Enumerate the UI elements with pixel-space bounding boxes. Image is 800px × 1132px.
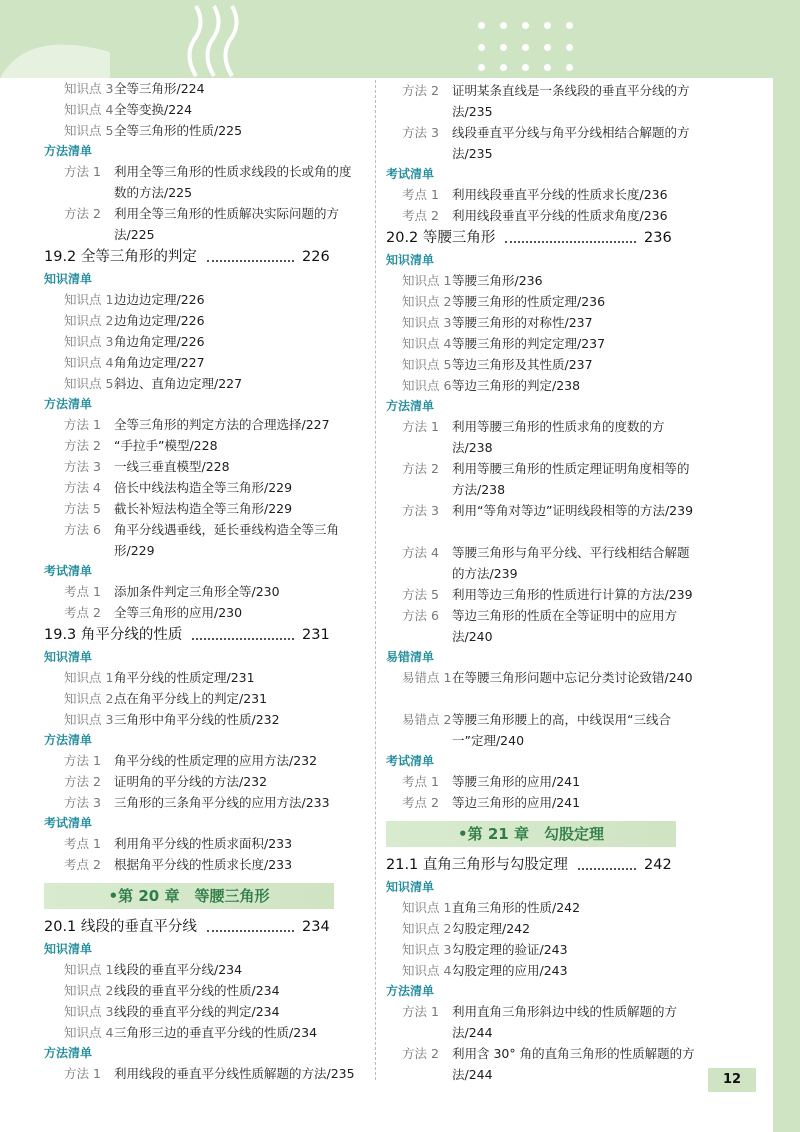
entry-label: 考点 2	[64, 857, 101, 872]
entry-text: 角角边定理/227	[114, 355, 205, 370]
entry-label: 方法 1	[64, 753, 101, 768]
entry-text: 三角形中角平分线的性质/232	[114, 712, 280, 727]
entry-text: 利用全等三角形的性质求线段的长或角的度数的方法/225	[114, 164, 352, 200]
entry-label: 方法 2	[402, 1046, 439, 1061]
entry-label: 知识点 1	[64, 670, 114, 685]
toc-entry[interactable]	[44, 792, 389, 813]
toc-entry[interactable]	[44, 120, 389, 141]
chapter-banner[interactable]	[44, 883, 334, 909]
entry-text: 利用线段的垂直平分线性质解题的方法/235	[114, 1066, 355, 1081]
entry-text: 利用线段垂直平分线的性质求角度/236	[452, 208, 668, 223]
toc-entry[interactable]	[44, 456, 389, 477]
header-decoration	[0, 0, 800, 78]
toc-category: 考试清单	[386, 167, 435, 181]
toc-entry[interactable]	[386, 939, 731, 960]
entry-label: 知识点 3	[64, 334, 114, 349]
entry-text: 等腰三角形/236	[452, 273, 543, 288]
toc-entry[interactable]	[44, 688, 389, 709]
toc-category: 方法清单	[44, 397, 93, 411]
entry-text: 截长补短法构造全等三角形/229	[114, 501, 293, 516]
entry-text: 全等三角形的性质/225	[114, 123, 243, 138]
entry-text: 点在角平分线上的判定/231	[114, 691, 268, 706]
entry-text: 角平分线的性质定理的应用方法/232	[114, 753, 318, 768]
entry-label: 知识点 2	[402, 294, 452, 309]
right-margin-strip	[773, 0, 800, 1132]
entry-text: 等腰三角形腰上的高，中线误用“三线合一”定理/240	[452, 712, 671, 748]
toc-entry[interactable]	[44, 833, 389, 854]
entry-text: 三角形三边的垂直平分线的性质/234	[114, 1025, 318, 1040]
toc-entry[interactable]	[386, 584, 731, 605]
dot	[522, 44, 529, 51]
chapter-title: 第 20 章 等腰三角形	[118, 887, 270, 905]
header-band	[0, 0, 800, 78]
toc-entry[interactable]	[386, 80, 731, 122]
toc-entry[interactable]	[44, 331, 389, 352]
entry-label: 方法 2	[402, 83, 439, 98]
entry-text: 全等三角形/224	[114, 81, 205, 96]
entry-text: 勾股定理的验证/243	[452, 942, 568, 957]
entry-label: 考点 1	[64, 836, 101, 851]
entry-label: 知识点 1	[64, 292, 114, 307]
toc-section-heading[interactable]	[386, 226, 731, 250]
entry-text: 证明某条直线是一条线段的垂直平分线的方法/235	[452, 83, 690, 119]
toc-entry[interactable]	[44, 519, 389, 561]
toc-category: 知识清单	[44, 942, 93, 956]
toc-entry[interactable]	[386, 897, 731, 918]
entry-text: 等腰三角形的性质定理/236	[452, 294, 606, 309]
toc-entry[interactable]	[386, 542, 731, 584]
entry-label: 知识点 2	[64, 983, 114, 998]
toc-entry[interactable]	[386, 771, 731, 792]
entry-text: 根据角平分线的性质求长度/233	[114, 857, 293, 872]
dot	[544, 64, 551, 71]
entry-label: 知识点 4	[64, 102, 114, 117]
entry-text: 边角边定理/226	[114, 313, 205, 328]
toc-entry[interactable]	[386, 270, 731, 291]
entry-text: 勾股定理的应用/243	[452, 963, 568, 978]
entry-label: 考点 1	[402, 774, 439, 789]
entry-text: 等腰三角形与角平分线、平行线相结合解题的方法/239	[452, 545, 690, 581]
toc-entry[interactable]	[44, 581, 389, 602]
entry-label: 知识点 4	[402, 963, 452, 978]
toc-entry[interactable]	[44, 289, 389, 310]
entry-text: 利用直角三角形斜边中线的性质解题的方法/244	[452, 1004, 678, 1040]
entry-text: 利用“等角对等边”证明线段相等的方法/239	[452, 503, 694, 518]
bullet-icon: •	[458, 825, 468, 843]
dot	[522, 22, 529, 29]
section-page: 231	[302, 627, 330, 643]
entry-text: 线段的垂直平分线的性质/234	[114, 983, 280, 998]
entry-label: 知识点 2	[64, 691, 114, 706]
entry-label: 知识点 5	[402, 357, 452, 372]
entry-text: 线段的垂直平分线/234	[114, 962, 243, 977]
toc-entry[interactable]	[386, 918, 731, 939]
entry-text: 直角三角形的性质/242	[452, 900, 581, 915]
dot	[478, 22, 485, 29]
entry-label: 方法 2	[64, 774, 101, 789]
toc-section-heading[interactable]	[386, 853, 731, 877]
toc-entry[interactable]	[44, 1001, 389, 1022]
dot-leader	[192, 638, 294, 640]
entry-label: 考点 2	[402, 795, 439, 810]
dot-leader	[578, 868, 636, 870]
entry-label: 方法 6	[64, 522, 101, 537]
toc-entry[interactable]	[386, 333, 731, 354]
entry-label: 考点 2	[402, 208, 439, 223]
entry-text: 角平分线遇垂线，延长垂线构造全等三角形/229	[114, 522, 340, 558]
entry-text: 斜边、直角边定理/227	[114, 376, 243, 391]
entry-label: 方法 5	[402, 587, 439, 602]
entry-text: 在等腰三角形问题中忘记分类讨论致错/240	[452, 670, 693, 685]
toc-entry[interactable]	[44, 602, 389, 623]
entry-text: 利用线段垂直平分线的性质求长度/236	[452, 187, 668, 202]
toc-category: 方法清单	[44, 144, 93, 158]
dot	[544, 22, 551, 29]
entry-text: 等腰三角形的应用/241	[452, 774, 581, 789]
toc-entry[interactable]	[44, 310, 389, 331]
toc-entry[interactable]	[44, 373, 389, 394]
dot	[522, 64, 529, 71]
entry-label: 知识点 6	[402, 378, 452, 393]
toc-entry[interactable]	[44, 352, 389, 373]
entry-label: 知识点 3	[64, 1004, 114, 1019]
entry-label: 方法 3	[402, 125, 439, 140]
chapter-title: 第 21 章 勾股定理	[467, 825, 604, 843]
toc-right-column	[386, 80, 731, 1085]
entry-label: 知识点 4	[64, 355, 114, 370]
entry-text: 边边边定理/226	[114, 292, 205, 307]
dot-pattern	[478, 16, 578, 72]
entry-label: 知识点 1	[64, 962, 114, 977]
entry-text: 等边三角形的性质在全等证明中的应用方法/240	[452, 608, 678, 644]
toc-entry[interactable]	[386, 205, 731, 226]
entry-label: 方法 6	[402, 608, 439, 623]
entry-label: 知识点 5	[64, 376, 114, 391]
entry-label: 易错点 1	[402, 670, 452, 685]
entry-label: 易错点 2	[402, 712, 452, 727]
entry-text: 角边角定理/226	[114, 334, 205, 349]
toc-section-heading[interactable]	[44, 623, 389, 647]
toc-entry[interactable]	[386, 375, 731, 396]
entry-label: 知识点 5	[64, 123, 114, 138]
toc-entry[interactable]	[44, 498, 389, 519]
entry-text: 三角形的三条角平分线的应用方法/233	[114, 795, 330, 810]
entry-text: 利用等边三角形的性质进行计算的方法/239	[452, 587, 693, 602]
toc-entry[interactable]	[44, 771, 389, 792]
toc-entry[interactable]	[386, 354, 731, 375]
toc-entry[interactable]	[386, 1043, 731, 1085]
toc-left-column	[44, 78, 389, 1084]
toc-category: 知识清单	[386, 253, 435, 267]
section-title: 20.2 等腰三角形	[386, 230, 496, 246]
entry-text: 全等三角形的判定方法的合理选择/227	[114, 417, 330, 432]
entry-text: 等腰三角形的判定定理/237	[452, 336, 606, 351]
toc-entry[interactable]	[44, 435, 389, 456]
toc-entry[interactable]	[386, 312, 731, 333]
entry-text: 利用等腰三角形的性质求角的度数的方法/238	[452, 419, 665, 455]
section-title: 20.1 线段的垂直平分线	[44, 919, 197, 935]
entry-label: 方法 1	[64, 164, 101, 179]
toc-entry[interactable]	[44, 414, 389, 435]
page-number: 12	[708, 1068, 756, 1092]
section-page: 236	[644, 230, 672, 246]
bullet-icon: •	[108, 887, 119, 905]
entry-label: 考点 1	[402, 187, 439, 202]
section-title: 19.2 全等三角形的判定	[44, 249, 197, 265]
entry-label: 方法 1	[64, 1066, 101, 1081]
section-page: 234	[302, 919, 330, 935]
entry-label: 知识点 3	[402, 942, 452, 957]
entry-label: 考点 1	[64, 584, 101, 599]
toc-entry[interactable]	[44, 854, 389, 875]
entry-label: 方法 2	[402, 461, 439, 476]
toc-category: 知识清单	[44, 272, 93, 286]
dot-leader	[505, 241, 636, 243]
entry-label: 方法 3	[64, 459, 101, 474]
entry-label: 考点 2	[64, 605, 101, 620]
toc-entry[interactable]	[386, 605, 731, 647]
entry-text: 一线三垂直模型/228	[114, 459, 230, 474]
toc-entry[interactable]	[44, 78, 389, 99]
toc-entry[interactable]	[386, 1001, 731, 1043]
dot-leader	[207, 930, 294, 932]
toc-category: 方法清单	[44, 1046, 93, 1060]
dot	[566, 22, 573, 29]
toc-entry[interactable]	[44, 1063, 389, 1084]
dot	[478, 44, 485, 51]
entry-label: 知识点 4	[64, 1025, 114, 1040]
entry-label: 知识点 3	[64, 712, 114, 727]
entry-label: 方法 4	[402, 545, 439, 560]
entry-text: 利用含 30° 角的直角三角形的性质解题的方法/244	[452, 1046, 695, 1082]
entry-label: 知识点 1	[402, 273, 452, 288]
entry-label: 方法 1	[402, 419, 439, 434]
entry-text: 利用等腰三角形的性质定理证明角度相等的方法/238	[452, 461, 690, 497]
toc-category: 知识清单	[386, 880, 435, 894]
toc-category: 知识清单	[44, 650, 93, 664]
toc-entry[interactable]	[386, 792, 731, 813]
entry-text: 勾股定理/242	[452, 921, 531, 936]
toc-section-heading[interactable]	[44, 245, 389, 269]
toc-entry[interactable]	[44, 99, 389, 120]
toc-category: 易错清单	[386, 650, 435, 664]
toc-entry[interactable]	[386, 416, 731, 458]
section-page: 226	[302, 249, 330, 265]
entry-text: 全等变换/224	[114, 102, 193, 117]
entry-label: 方法 3	[64, 795, 101, 810]
entry-text: 线段垂直平分线与角平分线相结合解题的方法/235	[452, 125, 690, 161]
toc-category: 方法清单	[44, 733, 93, 747]
toc-entry[interactable]	[386, 291, 731, 312]
entry-text: 角平分线的性质定理/231	[114, 670, 255, 685]
entry-text: 等腰三角形的对称性/237	[452, 315, 593, 330]
entry-text: 利用角平分线的性质求面积/233	[114, 836, 293, 851]
entry-text: 倍长中线法构造全等三角形/229	[114, 480, 293, 495]
dot	[500, 64, 507, 71]
toc-entry[interactable]	[386, 709, 731, 751]
dot	[544, 44, 551, 51]
toc-entry[interactable]	[386, 960, 731, 981]
entry-label: 方法 5	[64, 501, 101, 516]
entry-text: 等边三角形及其性质/237	[452, 357, 593, 372]
dot	[500, 22, 507, 29]
chapter-banner[interactable]	[386, 821, 676, 847]
entry-label: 知识点 1	[402, 900, 452, 915]
entry-label: 知识点 4	[402, 336, 452, 351]
entry-label: 方法 2	[64, 206, 101, 221]
entry-label: 方法 3	[402, 503, 439, 518]
dot	[478, 64, 485, 71]
toc-category: 考试清单	[44, 816, 93, 830]
toc-category: 方法清单	[386, 399, 435, 413]
toc-section-heading[interactable]	[44, 915, 389, 939]
entry-text: 等边三角形的应用/241	[452, 795, 581, 810]
entry-label: 知识点 3	[402, 315, 452, 330]
toc-entry[interactable]	[44, 709, 389, 730]
entry-label: 方法 2	[64, 438, 101, 453]
section-page: 242	[644, 857, 672, 873]
toc-category: 考试清单	[386, 754, 435, 768]
entry-label: 知识点 2	[402, 921, 452, 936]
toc-entry[interactable]	[44, 750, 389, 771]
entry-label: 知识点 2	[64, 313, 114, 328]
toc-entry[interactable]	[44, 1022, 389, 1043]
entry-label: 方法 1	[402, 1004, 439, 1019]
entry-text: “手拉手”模型/228	[114, 438, 218, 453]
entry-text: 添加条件判定三角形全等/230	[114, 584, 280, 599]
toc-entry[interactable]	[44, 161, 389, 203]
toc-entry[interactable]	[386, 500, 731, 542]
entry-label: 方法 1	[64, 417, 101, 432]
entry-label: 知识点 3	[64, 81, 114, 96]
toc-entry[interactable]	[386, 667, 731, 709]
section-title: 19.3 角平分线的性质	[44, 627, 183, 643]
dot-leader	[207, 260, 294, 262]
section-title: 21.1 直角三角形与勾股定理	[386, 857, 568, 873]
toc-entry[interactable]	[44, 667, 389, 688]
toc-entry[interactable]	[44, 477, 389, 498]
toc-entry[interactable]	[44, 959, 389, 980]
toc-entry[interactable]	[44, 203, 389, 245]
toc-category: 方法清单	[386, 984, 435, 998]
entry-text: 利用全等三角形的性质解决实际问题的方法/225	[114, 206, 340, 242]
dot	[566, 44, 573, 51]
toc-entry[interactable]	[44, 980, 389, 1001]
entry-text: 证明角的平分线的方法/232	[114, 774, 268, 789]
toc-category: 考试清单	[44, 564, 93, 578]
toc-entry[interactable]	[386, 458, 731, 500]
dot	[566, 64, 573, 71]
dot	[500, 44, 507, 51]
entry-text: 等边三角形的判定/238	[452, 378, 581, 393]
toc-entry[interactable]	[386, 122, 731, 164]
entry-text: 线段的垂直平分线的判定/234	[114, 1004, 280, 1019]
entry-text: 全等三角形的应用/230	[114, 605, 243, 620]
toc-entry[interactable]	[386, 184, 731, 205]
entry-label: 方法 4	[64, 480, 101, 495]
